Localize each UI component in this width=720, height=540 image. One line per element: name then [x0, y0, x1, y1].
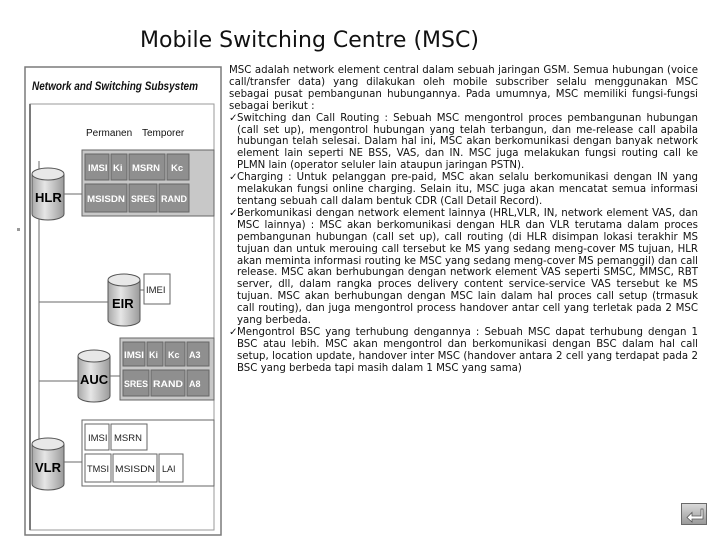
- hlr-cell: MSISDN: [87, 194, 125, 204]
- check-icon: ✓: [229, 326, 238, 338]
- hlr-cell: Ki: [113, 163, 123, 174]
- body-text: [229, 65, 698, 375]
- eir-table: [144, 274, 170, 304]
- hlr-label: HLR: [35, 190, 62, 205]
- hlr-cell: IMSI: [88, 163, 108, 174]
- diagram-title: Network and Switching Subsystem: [32, 79, 199, 93]
- hlr-cell: RAND: [161, 194, 188, 204]
- slide-title: Mobile Switching Centre (MSC): [140, 28, 479, 53]
- auc-cell: Ki: [149, 350, 158, 360]
- vlr-cell: LAI: [162, 464, 176, 474]
- auc-cell: RAND: [153, 379, 184, 389]
- bullet-text: Switching dan Call Routing : Sebuah MSC mengontrol proces pembangunan hubungan (call set up), mengontrol hubungan yang telah terbangun, dan me-release call apabila hubungan telah selesai. Dalam hal ini, MSC akan berkomunikasi dengan banyak network element lain seperti NE BSS, VAS, dan IN. MSC juga melakukan fungsi routing call ke PLMN lain (operator seluler lain ataupun jaringan PSTN).: [237, 112, 698, 172]
- auc-label: AUC: [80, 372, 109, 387]
- auc-cell: A3: [189, 350, 201, 360]
- auc-database-icon: [78, 350, 110, 402]
- bullet-item: [229, 327, 698, 375]
- auc-cell: SRES: [124, 379, 148, 389]
- vlr-cell: TMSI: [87, 464, 109, 474]
- intro-paragraph: MSC adalah network element central dalam sebuah jaringan GSM. Semua hubungan (voice call/transfer data) yang dilakukan oleh mobile subscriber selalu menggunakan MSC sebagai pusat pembangunan hubungannya. Pada umumnya, MSC memiliki fungsi-fungsi sebagai berikut :: [229, 65, 698, 112]
- eir-cell: IMEI: [146, 285, 166, 296]
- eir-database-icon: [108, 274, 140, 326]
- hlr-cell: Kc: [171, 163, 184, 174]
- hlr-database-icon: [32, 168, 64, 220]
- bullet-item: [229, 172, 698, 208]
- auc-cell: A8: [189, 379, 201, 389]
- bullet-item: [229, 208, 698, 327]
- slide-marker: [17, 228, 20, 231]
- auc-cell: IMSI: [124, 350, 144, 360]
- vlr-cell: MSRN: [114, 433, 142, 444]
- label-permanent: Permanen: [86, 128, 133, 139]
- bullet-text: Berkomunikasi dengan network element lainnya (HRL,VLR, IN, network element VAS, dan MSC lainnya) : MSC akan berkomunikasi dengan HLR dan VLR terutama dalam proces pembangunan hubungan (call set up), call routing (di HLR disimpan lokasi terakhir MS tujuan dan untuk merouing call tersebut ke MS yang sedang meng-cover MS tujuan, HLR akan meminta informasi routing ke MSC yang sedang meng-cover MS pemanggil) dan call release. MSC akan berhubungan dengan network element VAS seperti SMSC, MMSC, RBT server, dll, dalam rangka proces delivery content service-service VAS tersebut ke MS tujuan. MSC akan berhubungan dengan MSC lain dalam hal proces call setup (trmasuk call routing), dan juga mengontrol process handover antar cell yang terletak pada 2 MSC yang berbeda.: [237, 207, 698, 327]
- vlr-database-icon: [32, 438, 64, 490]
- vlr-table: [82, 420, 214, 486]
- bullet-item: [229, 113, 698, 173]
- return-arrow-icon: [685, 506, 705, 523]
- return-button[interactable]: [681, 503, 707, 525]
- hlr-cell: SRES: [131, 194, 155, 204]
- auc-cell: Kc: [168, 350, 180, 360]
- eir-label: EIR: [112, 296, 134, 311]
- hlr-cell: MSRN: [132, 163, 160, 174]
- hlr-table: [82, 150, 214, 216]
- check-icon: ✓: [229, 172, 238, 184]
- auc-table: [120, 338, 214, 400]
- check-icon: ✓: [229, 207, 238, 219]
- vlr-cell: MSISDN: [115, 464, 155, 474]
- label-temporary: Temporer: [142, 128, 185, 139]
- check-icon: ✓: [229, 112, 238, 124]
- nss-diagram: [24, 66, 224, 538]
- vlr-cell: IMSI: [88, 433, 108, 444]
- bullet-text: Mengontrol BSC yang terhubung dengannya : Sebuah MSC dapat terhubung dengan 1 BSC atau lebih. MSC akan mengontrol dan berkomunikasi dengan BSC dalam hal call setup, location update, handover inter MSC (handover antara 2 cell yang terdapat pada 2 BSC yang berbeda tapi masih dalam 1 MSC yang sama): [237, 326, 698, 374]
- bullet-text: Charging : Untuk pelanggan pre-paid, MSC akan selalu berkomunikasi dengan IN yang melakukan fungsi online charging. Selain itu, MSC juga akan mencatat semua informasi tentang sebuah call dalam bentuk CDR (Call Detail Record).: [237, 172, 698, 207]
- vlr-label: VLR: [35, 460, 61, 475]
